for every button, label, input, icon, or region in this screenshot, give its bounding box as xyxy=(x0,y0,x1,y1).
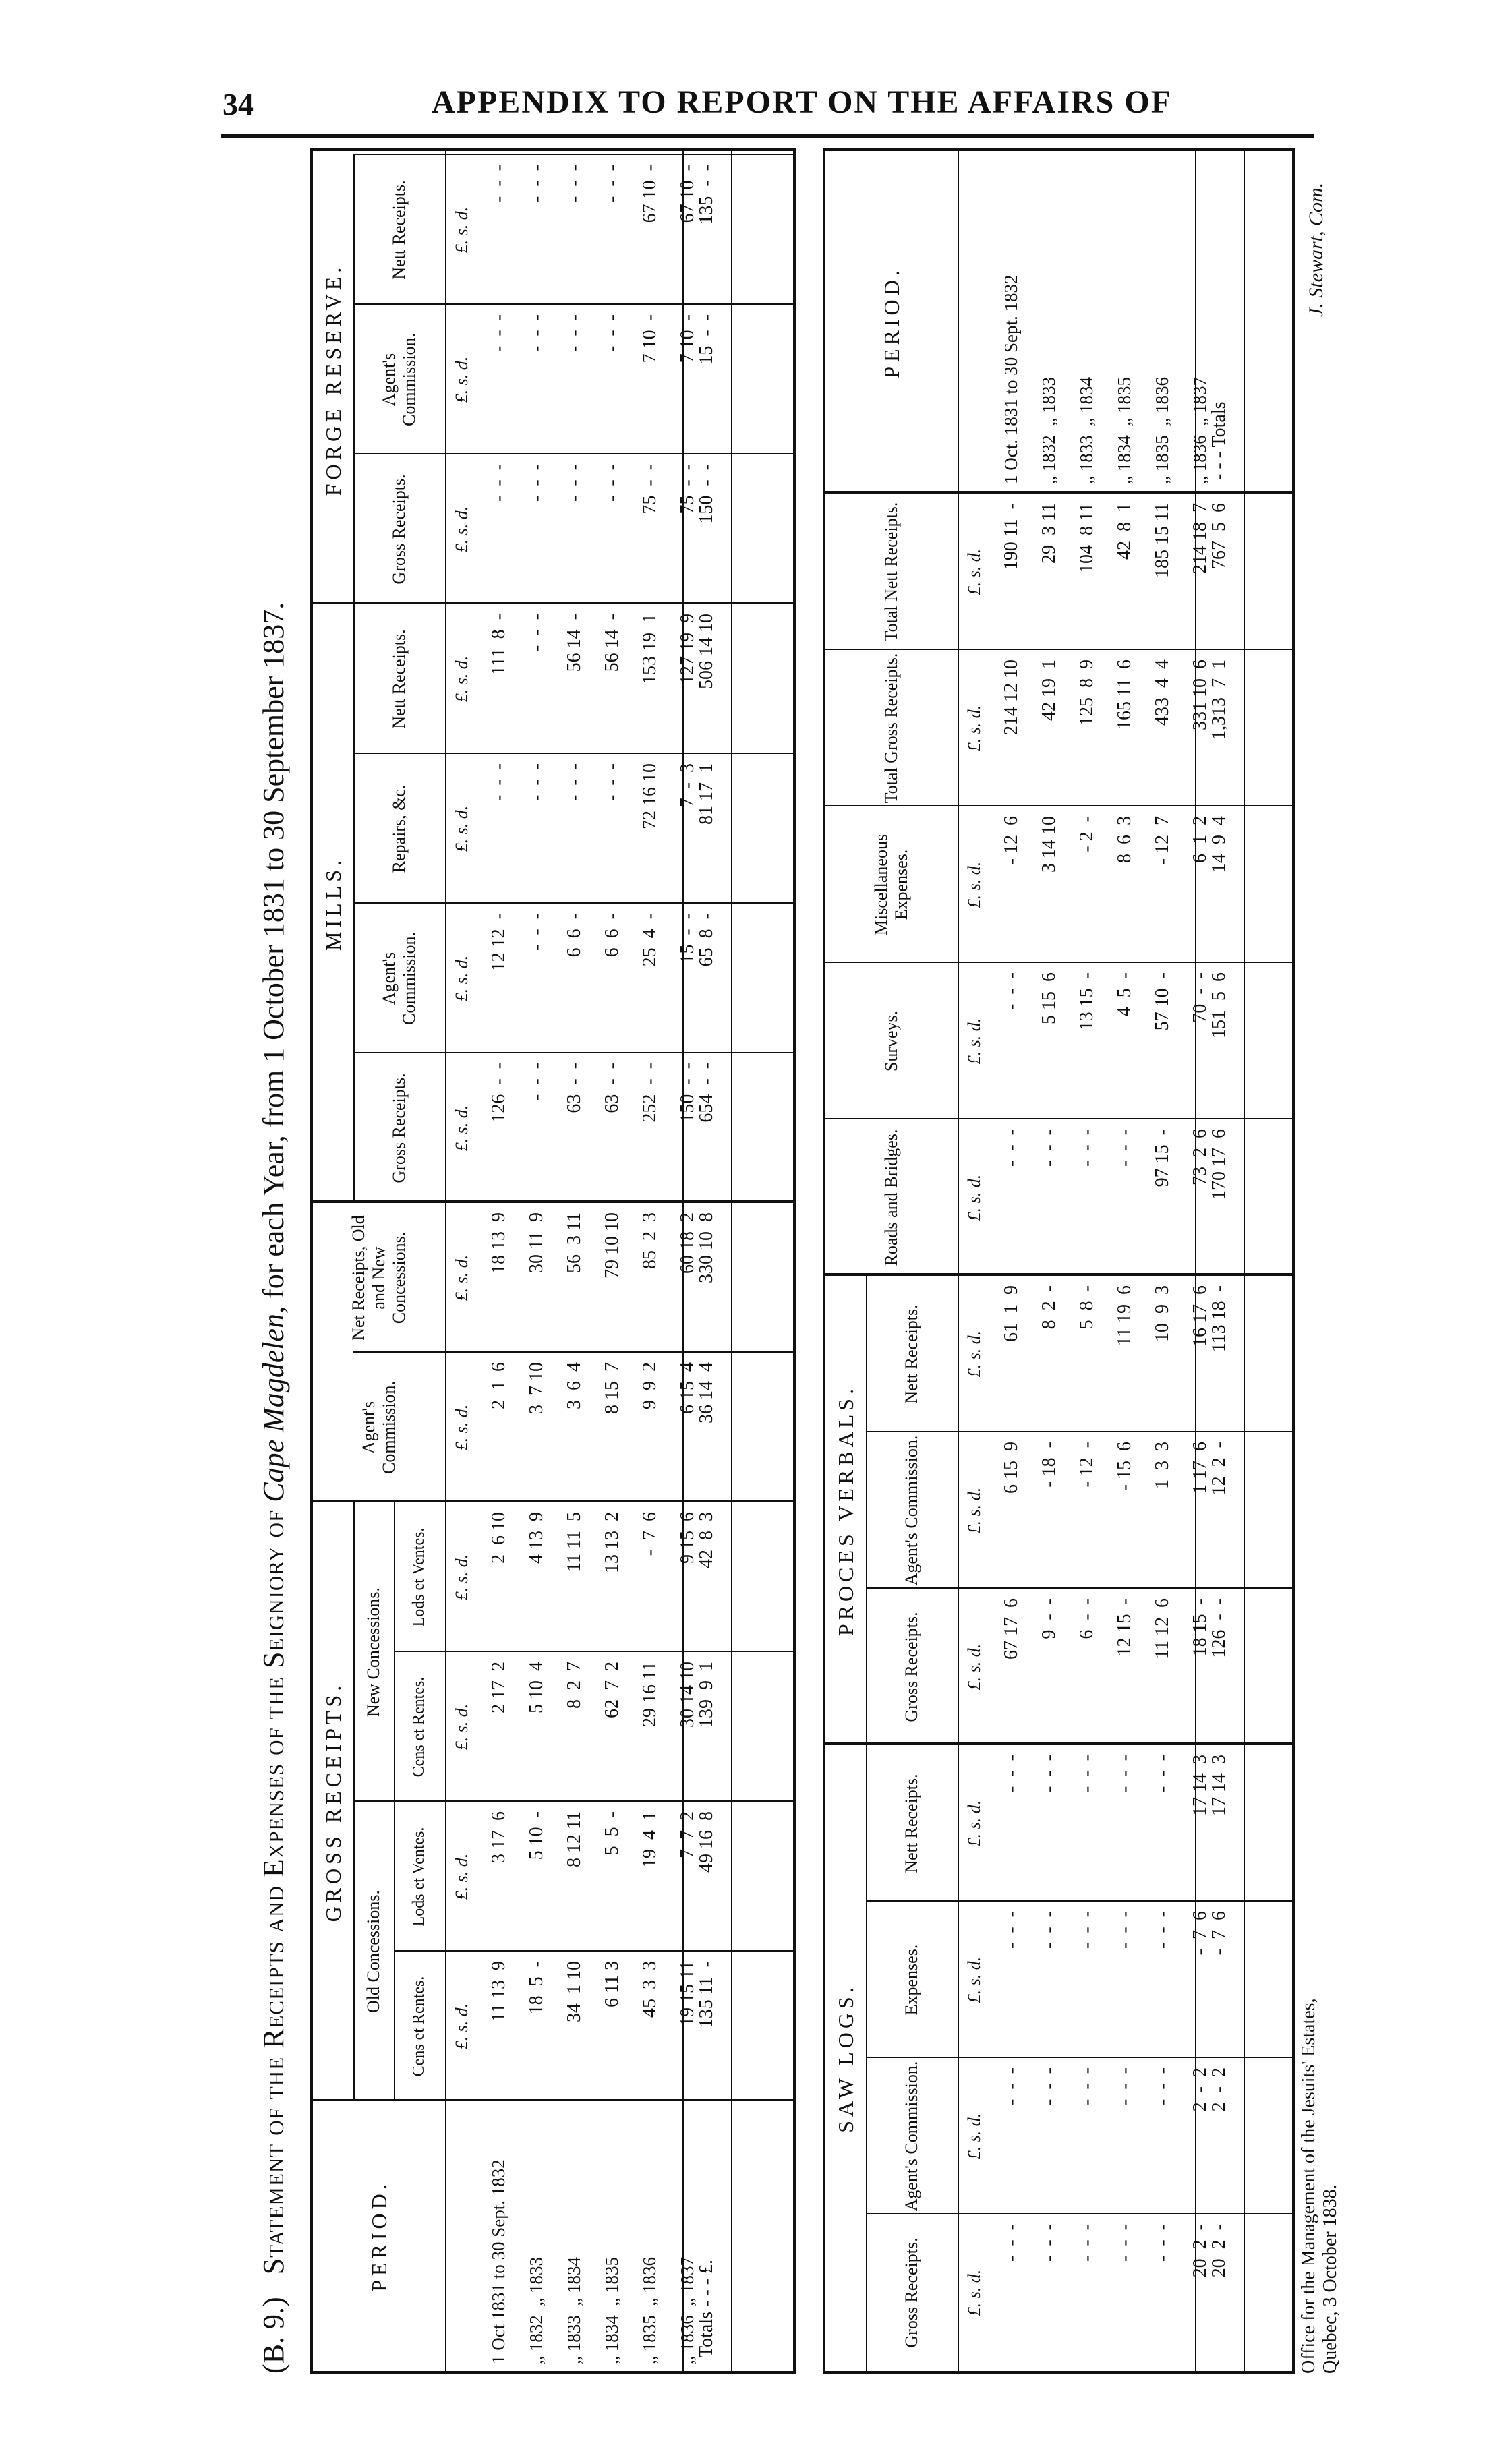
lower-value-cell: 70 - - xyxy=(1190,972,1210,1023)
lower-lsd-label: £. s. d. xyxy=(964,1643,984,1691)
lower-total-cell: 1,313 7 1 xyxy=(1208,659,1229,740)
upper-value-cell: 63 - - xyxy=(564,1063,585,1118)
upper-value-cell: 6 11 3 xyxy=(602,1961,622,2012)
upper-lsd-label: £. s. d. xyxy=(452,805,471,852)
lower-value-cell: - 12 7 xyxy=(1152,816,1173,870)
upper-value-cell: 45 3 3 xyxy=(639,1961,660,2018)
forge-subheader: Agent's Commission. xyxy=(379,333,419,426)
upper-value-cell: 85 2 3 xyxy=(639,1212,660,1269)
upper-lsd-label: £. s. d. xyxy=(452,356,471,403)
lower-value-cell: - - - xyxy=(1001,972,1022,1015)
lower-value-cell: - - - xyxy=(1076,2067,1097,2110)
upper-value-cell: - - - xyxy=(526,913,547,960)
upper-totals-label: Totals - - - £. xyxy=(696,2259,717,2357)
mills-subheader: Nett Receipts. xyxy=(389,629,409,729)
upper-value-cell: 6 6 - xyxy=(602,913,622,962)
upper-value-cell: 60 18 2 xyxy=(677,1212,698,1274)
upper-total-cell: 42 8 3 xyxy=(696,1512,717,1568)
upper-value-cell: 19 15 11 xyxy=(677,1961,698,2026)
upper-value-cell: 30 11 9 xyxy=(526,1212,547,1273)
lower-total-cell: 2 - 2 xyxy=(1208,2067,1229,2117)
lower-total-cell: 113 18 - xyxy=(1208,1285,1229,1353)
lower-value-cell: - - - xyxy=(1152,2067,1173,2110)
proces-verbals-subheader: Gross Receipts. xyxy=(902,1612,922,1722)
upper-value-cell: - - - xyxy=(526,763,547,806)
upper-value-cell: 75 - - xyxy=(677,464,698,515)
mills-subheader: Gross Receipts. xyxy=(389,1073,409,1183)
upper-value-cell: - - - xyxy=(526,314,547,357)
upper-value-cell: 3 17 6 xyxy=(488,1811,509,1868)
upper-total-cell: 36 14 4 xyxy=(696,1362,717,1424)
upper-value-cell: 29 16 11 xyxy=(639,1662,660,1727)
upper-value-cell: 126 - - xyxy=(488,1063,509,1123)
lower-summary-header: Total Gross Receipts. xyxy=(881,653,902,804)
lower-value-cell: 20 2 - xyxy=(1190,2224,1210,2278)
statement-title-place: Cape Magdelen, xyxy=(257,1306,290,1502)
page-number: 34 xyxy=(223,87,254,121)
net-receipts-old-new-header: Net Receipts, Old and New Concessions. xyxy=(349,1215,409,1341)
forge-subheader: Gross Receipts. xyxy=(389,474,409,585)
lower-table xyxy=(823,148,1295,2374)
lower-period-cell: „ 1834 „ 1835 xyxy=(1114,377,1134,484)
upper-value-cell: 13 13 2 xyxy=(602,1512,622,1573)
lower-value-cell: 8 6 3 xyxy=(1114,816,1135,868)
lower-period-header: PERIOD. xyxy=(879,266,904,378)
lower-value-cell: 6 1 2 xyxy=(1190,816,1210,868)
lower-value-cell: - - - xyxy=(1039,1755,1059,1797)
lower-lsd-label: £. s. d. xyxy=(964,2269,984,2316)
upper-value-cell: 6 15 4 xyxy=(677,1362,698,1419)
upper-value-cell: 7 10 - xyxy=(639,314,660,368)
lower-value-cell: 57 10 - xyxy=(1152,972,1173,1031)
upper-value-cell: 7 10 - xyxy=(677,314,698,368)
saw-logs-header: SAW LOGS. xyxy=(833,1983,858,2133)
upper-value-cell: - - - xyxy=(602,314,622,357)
upper-value-cell: 111 8 - xyxy=(488,614,509,676)
saw-logs-subheader: Agent's Commission. xyxy=(902,2061,922,2212)
upper-value-cell: - - - xyxy=(488,763,509,806)
lower-lsd-label: £. s. d. xyxy=(964,861,984,908)
mills-subheader: Repairs, &c. xyxy=(389,784,409,873)
lower-value-cell: 5 8 - xyxy=(1076,1285,1097,1334)
lower-value-cell: - - - xyxy=(1076,1755,1097,1797)
lower-value-cell: 29 3 11 xyxy=(1039,503,1059,568)
lower-value-cell: - - - xyxy=(1001,2067,1022,2110)
upper-subheader: Cens et Rentes. xyxy=(410,1976,428,2077)
upper-subheader: Lods et Ventes. xyxy=(410,1827,428,1927)
lower-value-cell: - 15 6 xyxy=(1114,1442,1135,1496)
upper-value-cell: - - - xyxy=(564,464,585,506)
upper-value-cell: - - - xyxy=(526,1063,547,1110)
lower-value-cell: 6 15 9 xyxy=(1001,1442,1022,1498)
lower-value-cell: 16 17 6 xyxy=(1190,1285,1210,1347)
statement-label: (B. 9.) xyxy=(257,2297,290,2374)
lower-lsd-rule xyxy=(958,151,959,2371)
upper-value-cell: 18 13 9 xyxy=(488,1212,509,1274)
upper-table xyxy=(310,148,796,2374)
lower-value-cell: 433 4 4 xyxy=(1152,659,1173,726)
lower-value-cell: - 2 - xyxy=(1076,816,1097,857)
lower-value-cell: - - - xyxy=(1114,1911,1135,1954)
upper-value-cell: 7 7 2 xyxy=(677,1811,698,1863)
lower-value-cell: - - - xyxy=(1076,1129,1097,1171)
lower-value-cell: 9 - - xyxy=(1039,1598,1059,1644)
upper-value-cell: - - - xyxy=(564,165,585,207)
upper-value-cell: 9 15 6 xyxy=(677,1512,698,1568)
upper-lsd-label: £. s. d. xyxy=(452,655,471,703)
page-header xyxy=(0,0,1489,155)
lower-value-cell: - 7 6 xyxy=(1190,1911,1210,1960)
upper-lsd-rule xyxy=(445,151,446,2371)
lower-value-cell: 17 14 3 xyxy=(1190,1755,1210,1816)
upper-value-cell: 63 - - xyxy=(602,1063,622,1118)
lower-period-cell: „ 1833 „ 1834 xyxy=(1076,377,1097,484)
lower-total-cell: 767 5 6 xyxy=(1208,503,1229,569)
statement-title-tail: for each Year, from 1 October 1831 to 30 September 1837. xyxy=(257,602,290,1299)
upper-total-cell: 135 11 - xyxy=(696,1961,717,2028)
upper-period-cell: „ 1835 „ 1836 xyxy=(639,2257,660,2364)
lower-value-cell: 8 2 - xyxy=(1039,1285,1059,1334)
upper-lsd-label: £. s. d. xyxy=(452,1105,471,1152)
proces-verbals-header: PROCES VERBALS. xyxy=(833,1384,858,1637)
lower-total-cell: 20 2 - xyxy=(1208,2224,1229,2278)
proces-verbals-subheader: Nett Receipts. xyxy=(902,1304,922,1404)
lower-value-cell: - 12 - xyxy=(1076,1442,1097,1492)
lower-lsd-label: £. s. d. xyxy=(964,2113,984,2160)
upper-period-cell: „ 1832 „ 1833 xyxy=(526,2257,546,2364)
upper-value-cell: - - - xyxy=(488,314,509,357)
saw-logs-subheader: Nett Receipts. xyxy=(902,1773,922,1873)
lower-value-cell: 97 15 - xyxy=(1152,1129,1173,1187)
lower-total-rule-bottom xyxy=(1244,151,1245,2371)
lower-value-cell: - - - xyxy=(1039,1911,1059,1954)
lower-lsd-label: £. s. d. xyxy=(964,1956,984,2003)
upper-value-cell: 75 - - xyxy=(639,464,660,515)
upper-value-cell: 5 5 - xyxy=(602,1811,622,1860)
lower-summary-header: Roads and Bridges. xyxy=(881,1129,902,1266)
lower-value-cell: 67 17 6 xyxy=(1001,1598,1022,1660)
upper-lsd-label: £. s. d. xyxy=(452,1853,471,1900)
lower-value-cell: 61 1 9 xyxy=(1001,1285,1022,1342)
upper-value-cell: - - - xyxy=(602,165,622,207)
upper-value-cell: - - - xyxy=(526,464,547,506)
lower-value-cell: - - - xyxy=(1039,2067,1059,2110)
proces-verbals-subheader: Agent's Commission. xyxy=(902,1435,922,1586)
lower-value-cell: - - - xyxy=(1114,1755,1135,1797)
upper-value-cell: 67 10 - xyxy=(639,165,660,223)
upper-value-cell: 67 10 - xyxy=(677,165,698,223)
lower-period-cell: 1 Oct. 1831 to 30 Sept. 1832 xyxy=(1001,274,1021,484)
upper-total-cell: 81 17 1 xyxy=(696,763,717,825)
upper-value-cell: 153 19 1 xyxy=(639,614,660,684)
upper-total-cell: 65 8 - xyxy=(696,913,717,967)
upper-value-cell: 11 11 5 xyxy=(564,1512,585,1572)
upper-value-cell: 2 1 6 xyxy=(488,1362,509,1414)
upper-lsd-label: £. s. d. xyxy=(452,1404,471,1451)
upper-value-cell: - 7 6 xyxy=(639,1512,660,1561)
upper-value-cell: 5 10 - xyxy=(526,1811,547,1865)
upper-total-cell: 330 10 8 xyxy=(696,1212,717,1283)
upper-value-cell: 4 13 9 xyxy=(526,1512,547,1568)
lower-period-cell: „ 1835 „ 1836 xyxy=(1152,377,1172,484)
upper-value-cell: 34 1 10 xyxy=(564,1961,585,2022)
lower-totals-label: - - - Totals xyxy=(1208,401,1229,480)
lower-total-cell: 17 14 3 xyxy=(1208,1755,1229,1816)
upper-lsd-label: £. s. d. xyxy=(452,506,471,553)
upper-value-cell: - - - xyxy=(488,464,509,506)
upper-subheader: Lods et Ventes. xyxy=(410,1527,428,1627)
forge-subheader: Nett Receipts. xyxy=(389,180,409,280)
upper-lsd-label: £. s. d. xyxy=(452,206,471,254)
upper-value-cell: 56 14 - xyxy=(602,614,622,677)
rotated-statement xyxy=(256,148,1341,2374)
upper-total-rule-bottom xyxy=(731,151,732,2371)
upper-value-cell: 5 10 4 xyxy=(526,1662,547,1718)
upper-total-cell: 135 - - xyxy=(696,165,717,225)
lower-total-cell: 151 5 6 xyxy=(1208,972,1229,1038)
saw-logs-subheader: Gross Receipts. xyxy=(902,2237,922,2348)
lower-value-cell: - - - xyxy=(1114,2224,1135,2266)
upper-subheader: Cens et Rentes. xyxy=(410,1676,428,1778)
lower-value-cell: - - - xyxy=(1039,2224,1059,2266)
upper-period-header: PERIOD. xyxy=(366,2180,391,2292)
lower-value-cell: 214 12 10 xyxy=(1001,659,1022,735)
lower-value-cell: - - - xyxy=(1039,1129,1059,1171)
upper-value-cell: - - - xyxy=(526,614,547,661)
upper-total-cell: 139 9 1 xyxy=(696,1662,717,1728)
footer-office-line1: Office for the Management of the Jesuits' Estates, xyxy=(1298,1998,1319,2374)
upper-agents-commission-header: Agent's Commission. xyxy=(359,1381,399,1474)
lower-value-cell: - - - xyxy=(1152,1755,1173,1797)
upper-value-cell: - - - xyxy=(602,763,622,806)
upper-value-cell: 15 - - xyxy=(677,913,698,964)
header-rule xyxy=(221,134,1314,138)
lower-summary-header: Miscellaneous Expenses. xyxy=(871,833,911,936)
upper-lsd-label: £. s. d. xyxy=(452,2003,471,2050)
upper-value-cell: 56 14 - xyxy=(564,614,585,677)
lower-value-cell: - - - xyxy=(1001,2224,1022,2266)
footer-signature: J. Stewart, Com. xyxy=(1305,182,1327,317)
upper-period-cell: „ 1833 „ 1834 xyxy=(564,2257,584,2364)
upper-value-cell: 3 6 4 xyxy=(564,1362,585,1414)
lower-lsd-label: £. s. d. xyxy=(964,1800,984,1847)
lower-period-cell: „ 1836 „ 1837 xyxy=(1190,377,1210,484)
upper-lsd-label: £. s. d. xyxy=(452,955,471,1002)
lower-value-cell: 1 17 6 xyxy=(1190,1442,1210,1498)
upper-lsd-label: £. s. d. xyxy=(452,1254,471,1301)
upper-value-cell: 3 7 10 xyxy=(526,1362,547,1419)
mills-subheader: Agent's Commission. xyxy=(379,932,419,1025)
lower-lsd-label: £. s. d. xyxy=(964,548,984,595)
upper-value-cell: - - - xyxy=(564,314,585,357)
upper-value-cell: - - - xyxy=(602,464,622,506)
upper-value-cell: 62 7 2 xyxy=(602,1662,622,1718)
running-head: APPENDIX TO REPORT ON THE AFFAIRS OF xyxy=(432,84,1173,120)
footer-office-line2: Quebec, 3 October 1838. xyxy=(1320,2184,1341,2374)
lower-value-cell: - - - xyxy=(1152,2224,1173,2266)
lower-summary-header: Total Nett Receipts. xyxy=(881,502,902,642)
upper-value-cell: 11 13 9 xyxy=(488,1961,509,2022)
upper-total-cell: 654 - - xyxy=(696,1063,717,1123)
upper-total-cell: 49 16 8 xyxy=(696,1811,717,1873)
lower-value-cell: 3 14 10 xyxy=(1039,816,1059,877)
upper-value-cell: 252 - - xyxy=(639,1063,660,1123)
lower-value-cell: 42 8 1 xyxy=(1114,503,1135,564)
gross-receipts-header: GROSS RECEIPTS. xyxy=(320,1681,345,1923)
upper-value-cell: 18 5 - xyxy=(526,1961,547,2015)
lower-value-cell: 6 - - xyxy=(1076,1598,1097,1644)
upper-value-cell: 2 6 10 xyxy=(488,1512,509,1568)
upper-value-cell: 56 3 11 xyxy=(564,1212,585,1273)
saw-logs-subheader: Expenses. xyxy=(902,1944,922,2016)
lower-value-cell: - - - xyxy=(1152,1911,1173,1954)
lower-value-cell: - - - xyxy=(1076,1911,1097,1954)
lower-value-cell: - 12 6 xyxy=(1001,816,1022,870)
lower-lsd-label: £. s. d. xyxy=(964,705,984,752)
upper-period-cell: „ 1836 „ 1837 xyxy=(677,2257,697,2364)
lower-value-cell: 42 19 1 xyxy=(1039,659,1059,726)
lower-value-cell: - 18 - xyxy=(1039,1442,1059,1492)
lower-value-cell: - - - xyxy=(1076,2224,1097,2266)
lower-value-cell: 185 15 11 xyxy=(1152,503,1173,578)
lower-summary-header: Surveys. xyxy=(881,1010,902,1072)
upper-value-cell: 6 6 - xyxy=(564,913,585,962)
upper-value-cell: 2 17 2 xyxy=(488,1662,509,1718)
upper-value-cell: 12 12 - xyxy=(488,913,509,972)
upper-total-cell: 15 - - xyxy=(696,314,717,365)
lower-lsd-label: £. s. d. xyxy=(964,1487,984,1534)
lower-lsd-label: £. s. d. xyxy=(964,1330,984,1378)
lower-lsd-label: £. s. d. xyxy=(964,1018,984,1065)
upper-value-cell: 19 4 1 xyxy=(639,1811,660,1868)
upper-value-cell: - - - xyxy=(526,165,547,207)
lower-value-cell: 11 12 6 xyxy=(1152,1598,1173,1659)
lower-value-cell: 5 15 6 xyxy=(1039,972,1059,1029)
lower-value-cell: - - - xyxy=(1001,1755,1022,1797)
lower-value-cell: - - - xyxy=(1001,1129,1022,1171)
upper-lsd-label: £. s. d. xyxy=(452,1554,471,1601)
lower-value-cell: 11 19 6 xyxy=(1114,1285,1135,1346)
upper-value-cell: 7 - 3 xyxy=(677,763,698,813)
lower-value-cell: 190 11 - xyxy=(1001,503,1022,570)
upper-period-cell: „ 1834 „ 1835 xyxy=(602,2257,622,2364)
lower-value-cell: 73 2 6 xyxy=(1190,1129,1210,1185)
upper-value-cell: 8 2 7 xyxy=(564,1662,585,1713)
upper-value-cell: - - - xyxy=(564,763,585,806)
lower-total-cell: 170 17 6 xyxy=(1208,1129,1229,1200)
lower-value-cell: - - - xyxy=(1114,2067,1135,2110)
lower-period-cell: „ 1832 „ 1833 xyxy=(1039,377,1059,484)
lower-value-cell: 125 8 9 xyxy=(1076,659,1097,726)
lower-value-cell: 214 18 7 xyxy=(1190,503,1210,574)
forge-reserve-header: FORGE RESERVE. xyxy=(320,263,345,496)
lower-total-cell: 126 - - xyxy=(1208,1598,1229,1658)
upper-value-cell: 127 19 9 xyxy=(677,614,698,684)
lower-value-cell: - - - xyxy=(1114,1129,1135,1171)
upper-value-cell: 150 - - xyxy=(677,1063,698,1123)
upper-value-cell: 9 9 2 xyxy=(639,1362,660,1414)
lower-value-cell: 165 11 6 xyxy=(1114,659,1135,730)
statement-title-caps: Statement of the Receipts and Expenses of the Seigniory of xyxy=(257,1509,290,2275)
lower-value-cell: 2 - 2 xyxy=(1190,2067,1210,2117)
upper-value-cell: - - - xyxy=(488,165,509,207)
lower-value-cell: 331 10 6 xyxy=(1190,659,1210,730)
new-concessions-header: New Concessions. xyxy=(363,1587,384,1718)
upper-value-cell: 30 14 10 xyxy=(677,1662,698,1728)
footer-office xyxy=(1298,1998,1341,2374)
lower-total-cell: 12 2 - xyxy=(1208,1442,1229,1496)
lower-value-cell: 1 3 3 xyxy=(1152,1442,1173,1494)
lower-value-cell: 10 9 3 xyxy=(1152,1285,1173,1342)
lower-value-cell: 12 15 - xyxy=(1114,1598,1135,1657)
upper-lsd-label: £. s. d. xyxy=(452,1703,471,1751)
lower-value-cell: 13 15 - xyxy=(1076,972,1097,1031)
upper-value-cell: 8 15 7 xyxy=(602,1362,622,1419)
lower-value-cell: 104 8 11 xyxy=(1076,503,1097,573)
statement-title xyxy=(256,148,310,2374)
upper-total-cell: 150 - - xyxy=(696,464,717,524)
upper-period-cell: 1 Oct 1831 to 30 Sept. 1832 xyxy=(488,2159,508,2364)
mills-header: MILLS. xyxy=(320,856,345,951)
upper-value-cell: 79 10 10 xyxy=(602,1212,622,1279)
lower-value-cell: - - - xyxy=(1001,1911,1022,1954)
upper-value-cell: 72 16 10 xyxy=(639,763,660,829)
lower-total-cell: 14 9 4 xyxy=(1208,816,1229,873)
lower-lsd-label: £. s. d. xyxy=(964,1174,984,1221)
lower-total-cell: - 7 6 xyxy=(1208,1911,1229,1960)
lower-value-cell: 4 5 - xyxy=(1114,972,1135,1022)
upper-total-cell: 506 14 10 xyxy=(696,614,717,689)
old-concessions-header: Old Concessions. xyxy=(363,1890,384,2013)
lower-value-cell: 18 15 - xyxy=(1190,1598,1210,1657)
upper-value-cell: 8 12 11 xyxy=(564,1811,585,1872)
upper-value-cell: 25 4 - xyxy=(639,913,660,967)
